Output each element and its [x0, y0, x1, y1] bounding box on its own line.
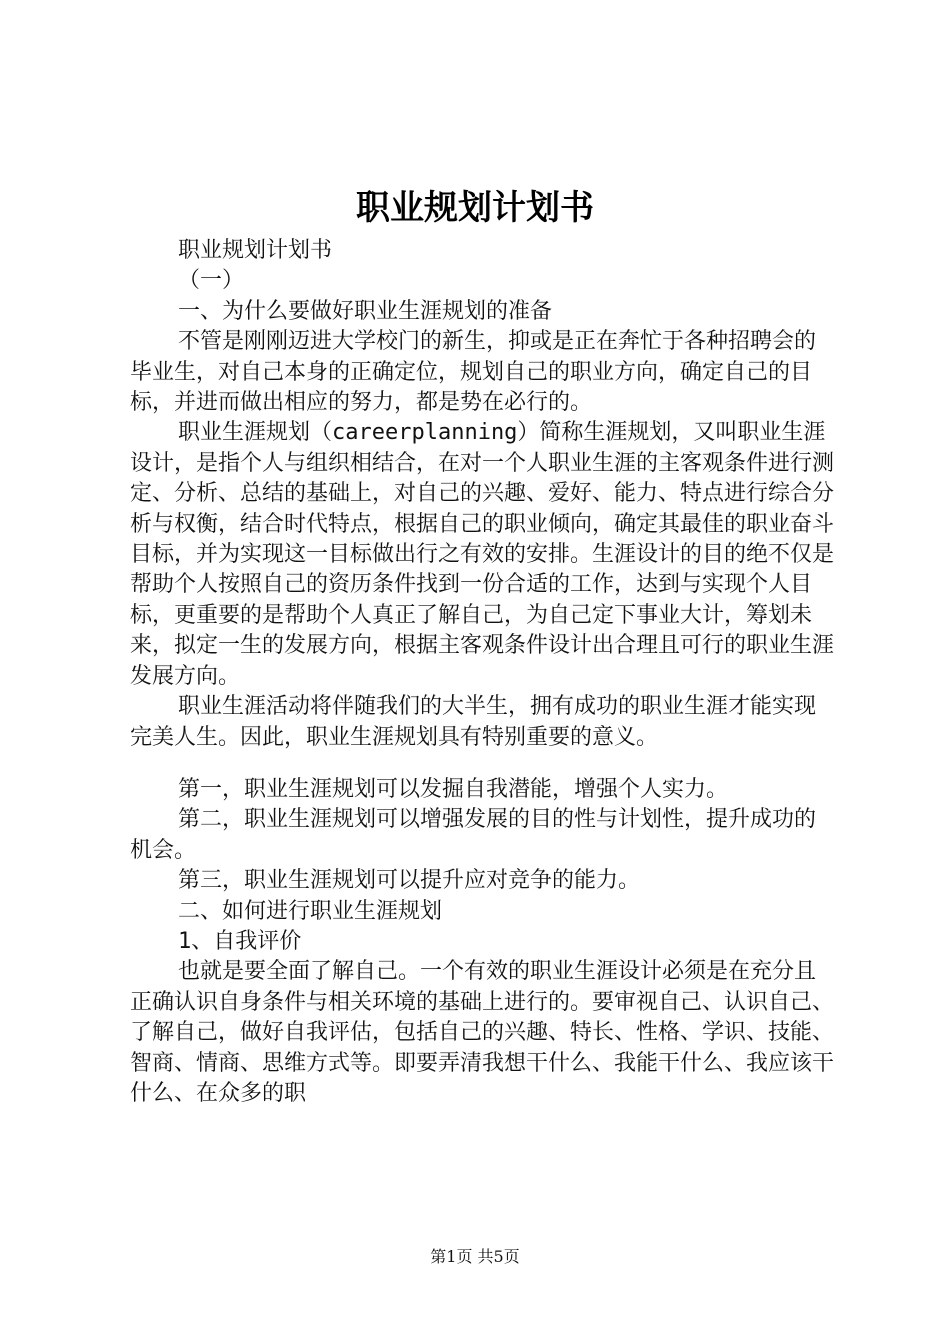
document-body: [130, 236, 836, 1109]
paragraph: 职业规划计划书: [178, 238, 333, 263]
subsection-heading: 1、自我评价: [178, 928, 302, 954]
paragraph: 也就是要全面了解自己。一个有效的职业生涯设计必须是在充分且正确认识自身条件与相关环境的基础上进行的。要审视自己、认识自己、了解自己，做好自我评估，包括自己的兴趣、特长、性格、学识、技能、智商、情商、思维方式等。即要弄清我想干什么、我能干什么、我应该干什么、在众多的职: [130, 959, 835, 1106]
document-title: 职业规划计划书: [356, 188, 594, 228]
section-heading: 一、为什么要做好职业生涯规划的准备: [178, 298, 553, 324]
paragraph: 第三，职业生涯规划可以提升应对竞争的能力。: [178, 868, 641, 894]
paragraph: 职业生涯规划（careerplanning）简称生涯规划，又叫职业生涯设计，是指个人与组织相结合，在对一个人职业生涯的主客观条件进行测定、分析、总结的基础上，对自己的兴趣、爱好、能力、特点进行综合分析与权衡，结合时代特点，根据自己的职业倾向，确定其最佳的职业奋斗目标，并为实现这一目标做出行之有效的安排。生涯设计的目的绝不仅是帮助个人按照自己的资历条件找到一份合适的工作，达到与实现个人目标，更重要的是帮助个人真正了解自己，为自己定下事业大计，筹划未来，拟定一生的发展方向，根据主客观条件设计出合理且可行的职业生涯发展方向。: [130, 420, 835, 689]
paragraph-gap: [130, 753, 836, 775]
paragraph: 第二，职业生涯规划可以增强发展的目的性与计划性，提升成功的机会。: [130, 807, 817, 863]
paragraph: （一）: [178, 268, 245, 294]
section-heading: 二、如何进行职业生涯规划: [178, 898, 443, 924]
paragraph: 不管是刚刚迈进大学校门的新生，抑或是正在奔忙于各种招聘会的毕业生，对自己本身的正确定位，规划自己的职业方向，确定自己的目标，并进而做出相应的努力，都是势在必行的。: [130, 329, 817, 416]
paragraph: 职业生涯活动将伴随我们的大半生，拥有成功的职业生涯才能实现完美人生。因此，职业生涯规划具有特别重要的意义。: [130, 694, 817, 750]
page-footer: 第1页 共5页: [430, 1247, 520, 1266]
paragraph: 第一，职业生涯规划可以发掘自我潜能，增强个人实力。: [178, 776, 729, 802]
